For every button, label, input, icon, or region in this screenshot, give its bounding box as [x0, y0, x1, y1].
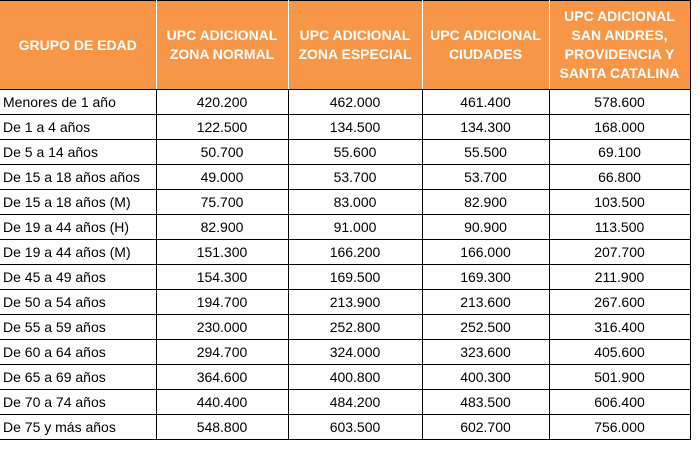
table-row: [0, 415, 690, 440]
grupo-de-edad-cell: De 70 a 74 años: [0, 390, 156, 415]
zona-normal-cell: 82.900: [156, 215, 288, 240]
zona-especial-cell: 53.700: [288, 165, 422, 190]
san-andres-cell: 316.400: [549, 315, 690, 340]
ciudades-cell: 323.600: [422, 340, 549, 365]
zona-especial-cell: 91.000: [288, 215, 422, 240]
san-andres-cell: 578.600: [549, 90, 690, 115]
zona-normal-cell: 440.400: [156, 390, 288, 415]
grupo-de-edad-cell: De 55 a 59 años: [0, 315, 156, 340]
header-ciudades: UPC ADICIONAL CIUDADES: [422, 1, 549, 90]
ciudades-cell: 400.300: [422, 365, 549, 390]
zona-normal-cell: 294.700: [156, 340, 288, 365]
grupo-de-edad-cell: De 1 a 4 años: [0, 115, 156, 140]
zona-normal-cell: 364.600: [156, 365, 288, 390]
san-andres-cell: 168.000: [549, 115, 690, 140]
table-row: [0, 115, 690, 140]
zona-especial-cell: 400.800: [288, 365, 422, 390]
ciudades-cell: 483.500: [422, 390, 549, 415]
san-andres-cell: 69.100: [549, 140, 690, 165]
header-zona-especial: UPC ADICIONAL ZONA ESPECIAL: [288, 1, 422, 90]
table-row: [0, 315, 690, 340]
zona-normal-cell: 75.700: [156, 190, 288, 215]
grupo-de-edad-cell: De 5 a 14 años: [0, 140, 156, 165]
san-andres-cell: 405.600: [549, 340, 690, 365]
ciudades-cell: 169.300: [422, 265, 549, 290]
ciudades-cell: 55.500: [422, 140, 549, 165]
san-andres-cell: 501.900: [549, 365, 690, 390]
zona-especial-cell: 83.000: [288, 190, 422, 215]
table-row: [0, 190, 690, 215]
grupo-de-edad-cell: De 65 a 69 años: [0, 365, 156, 390]
zona-normal-cell: 230.000: [156, 315, 288, 340]
grupo-de-edad-cell: De 15 a 18 años años: [0, 165, 156, 190]
ciudades-cell: 461.400: [422, 90, 549, 115]
table-row: [0, 240, 690, 265]
zona-normal-cell: 49.000: [156, 165, 288, 190]
zona-especial-cell: 252.800: [288, 315, 422, 340]
grupo-de-edad-cell: Menores de 1 año: [0, 90, 156, 115]
zona-normal-cell: 420.200: [156, 90, 288, 115]
san-andres-cell: 103.500: [549, 190, 690, 215]
ciudades-cell: 602.700: [422, 415, 549, 440]
zona-especial-cell: 55.600: [288, 140, 422, 165]
zona-especial-cell: 484.200: [288, 390, 422, 415]
zona-especial-cell: 169.500: [288, 265, 422, 290]
grupo-de-edad-cell: De 19 a 44 años (M): [0, 240, 156, 265]
ciudades-cell: 134.300: [422, 115, 549, 140]
ciudades-cell: 90.900: [422, 215, 549, 240]
table-row: [0, 140, 690, 165]
header-san-andres: UPC ADICIONAL SAN ANDRES, PROVIDENCIA Y SANTA CATALINA: [549, 1, 690, 90]
grupo-de-edad-cell: De 60 a 64 años: [0, 340, 156, 365]
zona-normal-cell: 50.700: [156, 140, 288, 165]
table-row: [0, 340, 690, 365]
zona-normal-cell: 548.800: [156, 415, 288, 440]
table-row: [0, 265, 690, 290]
zona-especial-cell: 603.500: [288, 415, 422, 440]
grupo-de-edad-cell: De 19 a 44 años (H): [0, 215, 156, 240]
zona-normal-cell: 122.500: [156, 115, 288, 140]
header-row: [0, 1, 690, 90]
san-andres-cell: 606.400: [549, 390, 690, 415]
zona-normal-cell: 151.300: [156, 240, 288, 265]
ciudades-cell: 213.600: [422, 290, 549, 315]
zona-especial-cell: 213.900: [288, 290, 422, 315]
table-row: [0, 365, 690, 390]
zona-especial-cell: 134.500: [288, 115, 422, 140]
san-andres-cell: 267.600: [549, 290, 690, 315]
header-zona-normal: UPC ADICIONAL ZONA NORMAL: [156, 1, 288, 90]
grupo-de-edad-cell: De 75 y más años: [0, 415, 156, 440]
zona-especial-cell: 324.000: [288, 340, 422, 365]
table-header: [0, 1, 690, 90]
ciudades-cell: 166.000: [422, 240, 549, 265]
zona-normal-cell: 194.700: [156, 290, 288, 315]
table-row: [0, 215, 690, 240]
table-row: [0, 90, 690, 115]
zona-especial-cell: 462.000: [288, 90, 422, 115]
table-row: [0, 165, 690, 190]
zona-normal-cell: 154.300: [156, 265, 288, 290]
san-andres-cell: 113.500: [549, 215, 690, 240]
san-andres-cell: 66.800: [549, 165, 690, 190]
ciudades-cell: 252.500: [422, 315, 549, 340]
ciudades-cell: 82.900: [422, 190, 549, 215]
san-andres-cell: 207.700: [549, 240, 690, 265]
grupo-de-edad-cell: De 50 a 54 años: [0, 290, 156, 315]
table-row: [0, 390, 690, 415]
table-body: [0, 90, 690, 440]
san-andres-cell: 756.000: [549, 415, 690, 440]
ciudades-cell: 53.700: [422, 165, 549, 190]
table-row: [0, 290, 690, 315]
header-grupo-de-edad: GRUPO DE EDAD: [0, 1, 156, 90]
san-andres-cell: 211.900: [549, 265, 690, 290]
grupo-de-edad-cell: De 15 a 18 años (M): [0, 190, 156, 215]
zona-especial-cell: 166.200: [288, 240, 422, 265]
grupo-de-edad-cell: De 45 a 49 años: [0, 265, 156, 290]
